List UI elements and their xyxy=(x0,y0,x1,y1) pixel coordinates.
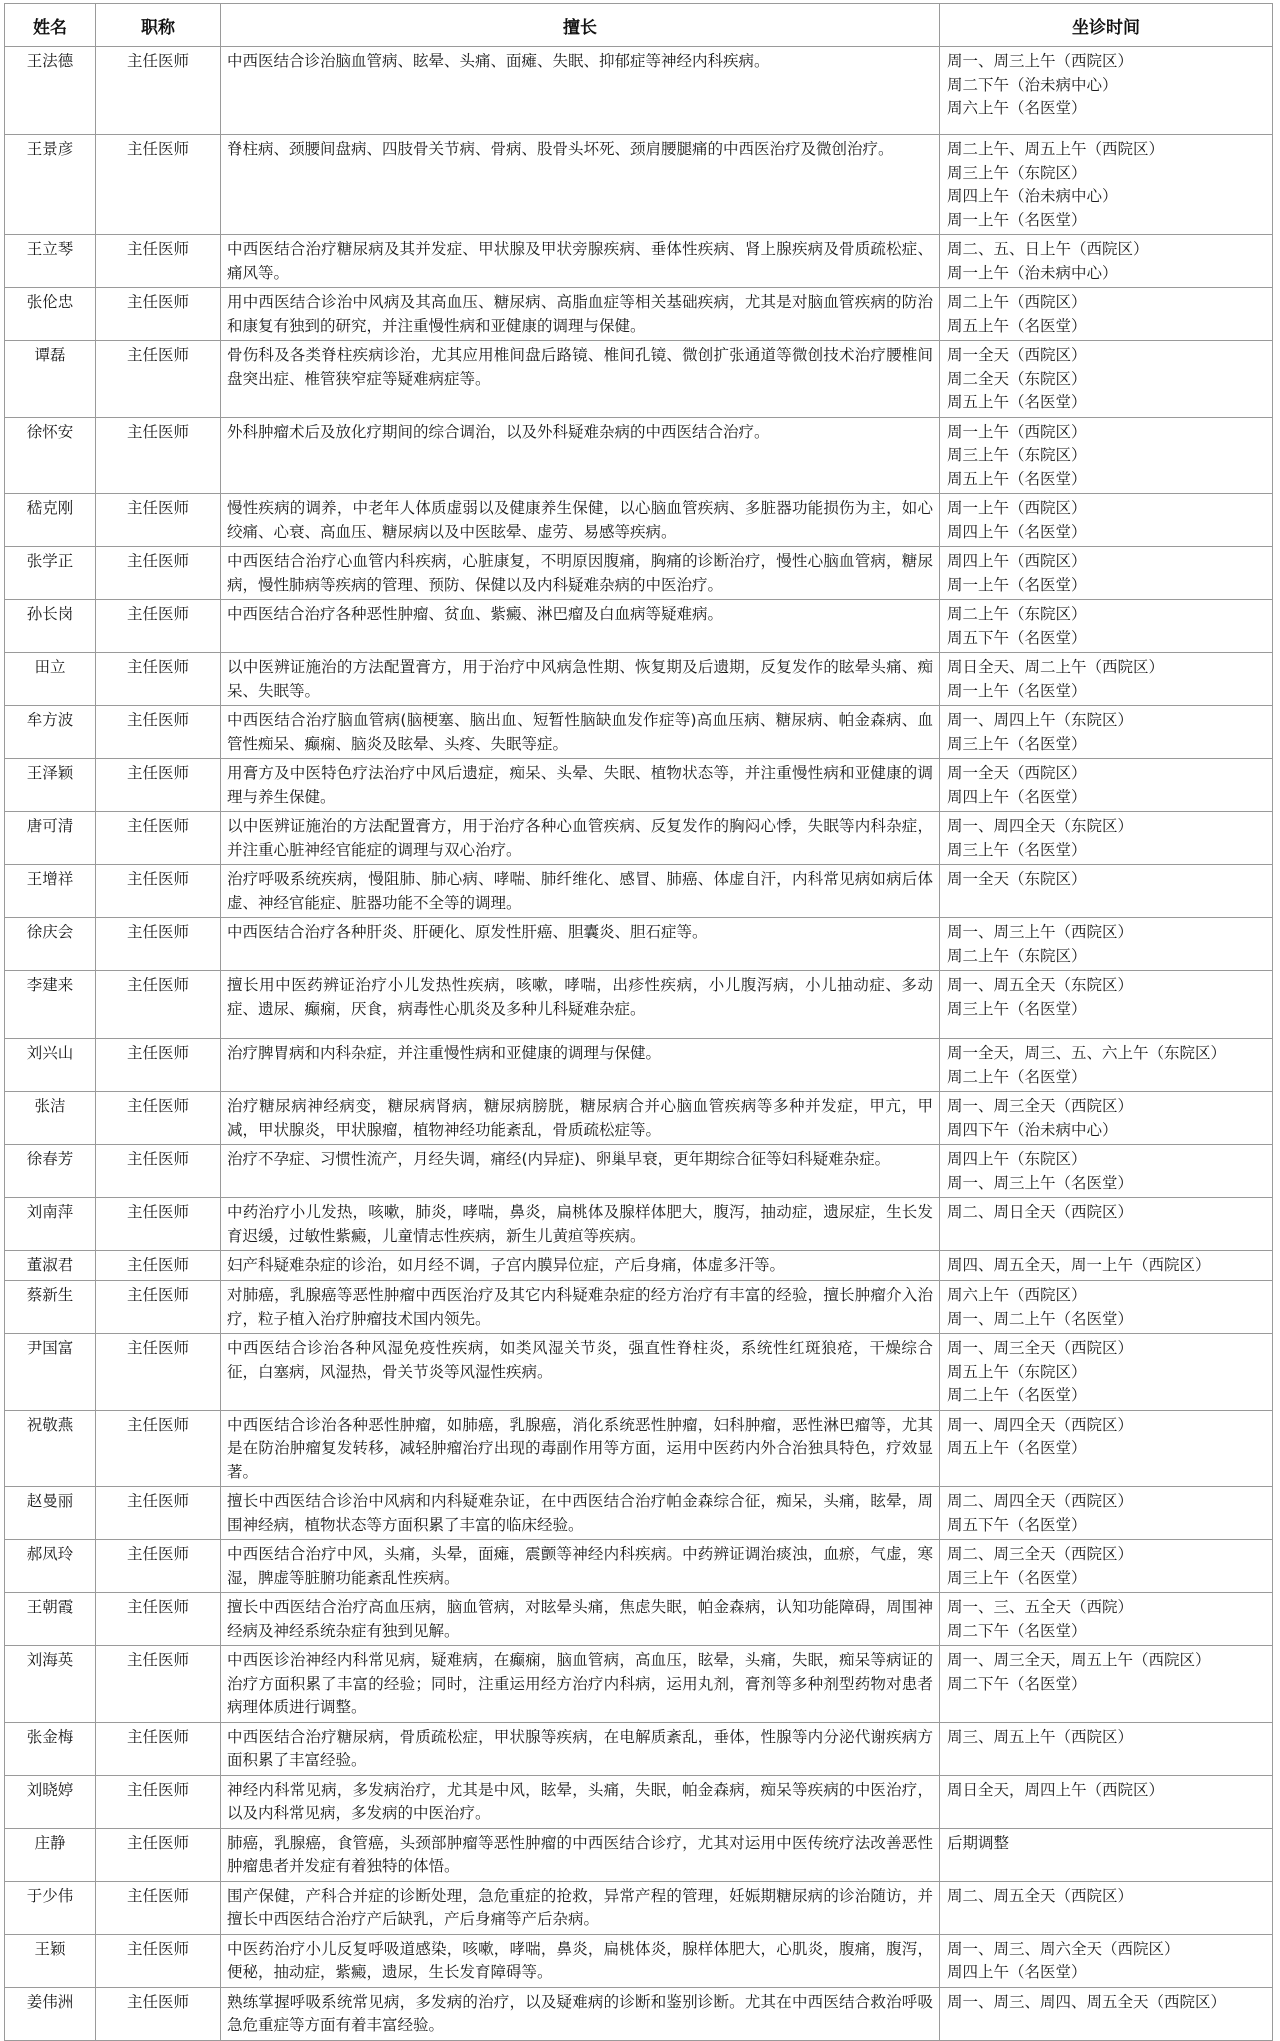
doctor-specialty: 中西医诊治神经内科常见病，疑难病，在癫痫，脑血管病，高血压，眩晕，头痛，失眠，痴呆等病证的治疗方面积累了丰富的经验；同时，注重运用经方治疗内科病，运用丸剂，膏剂等多种剂型药物对患者病理体质进行调整。 xyxy=(221,1646,940,1723)
schedule-line: 周四上午（名医堂） xyxy=(947,1963,1087,1981)
doctor-title: 主任医师 xyxy=(96,547,221,600)
schedule-line: 周五上午（名医堂） xyxy=(947,316,1087,335)
header-schedule: 坐诊时间 xyxy=(940,4,1273,47)
doctor-specialty: 外科肿瘤术后及放化疗期间的综合调治，以及外科疑难杂病的中西医结合治疗。 xyxy=(221,417,940,494)
schedule-line: 周一上午（名医堂） xyxy=(947,575,1087,594)
schedule-line: 周一、周四全天（东院区） xyxy=(947,817,1134,835)
table-row xyxy=(5,1540,1273,1593)
doctor-title: 主任医师 xyxy=(96,1987,221,2040)
doctor-schedule xyxy=(940,494,1273,547)
doctor-schedule xyxy=(940,47,1273,135)
schedule-line: 周一全天（西院区） xyxy=(947,346,1087,364)
table-row xyxy=(5,1987,1273,2040)
doctor-schedule xyxy=(940,1593,1273,1646)
doctor-title: 主任医师 xyxy=(96,1410,221,1487)
doctor-schedule xyxy=(940,706,1273,759)
doctor-specialty: 中西医结合诊治脑血管病、眩晕、头痛、面瘫、失眠、抑郁症等神经内科疾病。 xyxy=(221,47,940,135)
schedule-line: 周日全天、周二上午（西院区） xyxy=(947,658,1165,676)
table-row xyxy=(5,971,1273,1039)
doctor-title: 主任医师 xyxy=(96,706,221,759)
doctor-title: 主任医师 xyxy=(96,1828,221,1881)
doctor-schedule xyxy=(940,1722,1273,1775)
schedule-line: 周日全天，周四上午（西院区） xyxy=(947,1780,1165,1799)
table-row xyxy=(5,1334,1273,1411)
doctor-title: 主任医师 xyxy=(96,971,221,1039)
doctor-title: 主任医师 xyxy=(96,1775,221,1828)
doctor-name: 徐怀安 xyxy=(5,417,96,494)
doctor-name: 祝敬燕 xyxy=(5,1410,96,1487)
doctor-specialty: 骨伤科及各类脊柱疾病诊治，尤其应用椎间盘后路镜、椎间孔镜、微创扩张通道等微创技术治疗腰椎间盘突出症、椎管狭窄症等疑难病症等。 xyxy=(221,341,940,418)
doctor-schedule xyxy=(940,288,1273,341)
doctor-schedule xyxy=(940,918,1273,971)
doctor-specialty: 用中西医结合诊治中风病及其高血压、糖尿病、高脂血症等相关基础疾病，尤其是对脑血管疾病的防治和康复有独到的研究，并注重慢性病和亚健康的调理与保健。 xyxy=(221,288,940,341)
schedule-line: 周一、周三全天（西院区） xyxy=(947,1339,1134,1357)
doctor-name: 孙长岗 xyxy=(5,600,96,653)
schedule-line: 周二上午（西院区） xyxy=(947,293,1087,311)
doctor-name: 唐可清 xyxy=(5,812,96,865)
doctor-schedule xyxy=(940,1039,1273,1092)
table-row xyxy=(5,1281,1273,1334)
schedule-line: 周一全天，周三、五、六上午（东院区） xyxy=(947,1044,1227,1062)
doctor-specialty: 中西医结合治疗各种恶性肿瘤、贫血、紫癜、淋巴瘤及白血病等疑难病。 xyxy=(221,600,940,653)
doctor-name: 王朝霞 xyxy=(5,1593,96,1646)
schedule-line: 周六上午（名医堂） xyxy=(947,99,1087,117)
schedule-line: 周五上午（名医堂） xyxy=(947,469,1087,488)
doctor-name: 张金梅 xyxy=(5,1722,96,1775)
doctor-schedule xyxy=(940,865,1273,918)
doctor-specialty: 以中医辨证施治的方法配置膏方，用于治疗中风病急性期、恢复期及后遗期，反复发作的眩晕头痛、痴呆、失眠等。 xyxy=(221,653,940,706)
doctor-schedule xyxy=(940,1987,1273,2040)
doctor-name: 庄静 xyxy=(5,1828,96,1881)
doctor-title: 主任医师 xyxy=(96,1593,221,1646)
doctor-title: 主任医师 xyxy=(96,1540,221,1593)
schedule-line: 周一上午（名医堂） xyxy=(947,210,1087,229)
schedule-line: 周四、周五全天，周一上午（西院区） xyxy=(947,1256,1211,1274)
schedule-line: 周一上午（西院区） xyxy=(947,422,1087,441)
schedule-line: 周二上午（东院区） xyxy=(947,605,1087,623)
doctor-title: 主任医师 xyxy=(96,812,221,865)
doctor-specialty: 以中医辨证施治的方法配置膏方，用于治疗各种心血管疾病、反复发作的胸闷心悸，失眠等内科杂症，并注重心脏神经官能症的调理与双心治疗。 xyxy=(221,812,940,865)
doctor-specialty: 中西医结合治疗脑血管病(脑梗塞、脑出血、短暂性脑缺血发作症等)高血压病、糖尿病、帕金森病、血管性痴呆、癫痫、脑炎及眩晕、头疼、失眠等症。 xyxy=(221,706,940,759)
doctor-schedule xyxy=(940,1487,1273,1540)
schedule-line: 周二、周三全天（西院区） xyxy=(947,1545,1134,1563)
schedule-line: 周四上午（东院区） xyxy=(947,1150,1087,1168)
doctor-name: 张洁 xyxy=(5,1092,96,1145)
doctor-name: 王景彦 xyxy=(5,135,96,235)
doctor-schedule xyxy=(940,1251,1273,1281)
doctor-specialty: 擅长中西医结合诊治中风病和内科疑难杂证，在中西医结合治疗帕金森综合征，痴呆，头痛，眩晕，周围神经病，植物状态等方面积累了丰富的临床经验。 xyxy=(221,1487,940,1540)
schedule-line: 周三上午（名医堂） xyxy=(947,734,1087,753)
schedule-line: 周三上午（东院区） xyxy=(947,446,1087,464)
table-row xyxy=(5,1646,1273,1723)
table-row xyxy=(5,494,1273,547)
doctor-schedule xyxy=(940,135,1273,235)
table-row xyxy=(5,1145,1273,1198)
doctor-specialty: 中医药治疗小儿反复呼吸道感染，咳嗽，哮喘，鼻炎，扁桃体炎，腺样体肥大，心肌炎，腹痛，腹泻，便秘，抽动症，紫癜，遗尿，生长发育障碍等。 xyxy=(221,1934,940,1987)
schedule-line: 周二、周日全天（西院区） xyxy=(947,1203,1134,1221)
doctor-name: 赵曼丽 xyxy=(5,1487,96,1540)
table-row xyxy=(5,1881,1273,1934)
doctor-schedule xyxy=(940,812,1273,865)
schedule-line: 周四上午（治未病中心） xyxy=(947,187,1118,205)
schedule-line: 周一、周三上午（西院区） xyxy=(947,52,1134,70)
schedule-line: 周二、五、日上午（西院区） xyxy=(947,240,1149,258)
doctor-schedule xyxy=(940,1828,1273,1881)
schedule-line: 周三、周五上午（西院区） xyxy=(947,1727,1134,1746)
doctor-name: 于少伟 xyxy=(5,1881,96,1934)
doctor-name: 王立琴 xyxy=(5,235,96,288)
table-row xyxy=(5,235,1273,288)
doctor-schedule xyxy=(940,1934,1273,1987)
doctor-title: 主任医师 xyxy=(96,1039,221,1092)
doctor-name: 李建来 xyxy=(5,971,96,1039)
doctor-title: 主任医师 xyxy=(96,417,221,494)
table-row xyxy=(5,135,1273,235)
doctor-title: 主任医师 xyxy=(96,341,221,418)
doctor-specialty: 神经内科常见病，多发病治疗，尤其是中风，眩晕，头痛，失眠，帕金森病，痴呆等疾病的中医治疗，以及内科常见病，多发病的中医治疗。 xyxy=(221,1775,940,1828)
doctor-specialty: 妇产科疑难杂症的诊治，如月经不调，子宫内膜异位症，产后身痛，体虚多汗等。 xyxy=(221,1251,940,1281)
doctor-schedule xyxy=(940,547,1273,600)
doctor-schedule xyxy=(940,1281,1273,1334)
doctor-specialty: 用膏方及中医特色疗法治疗中风后遗症，痴呆、头晕、失眠、植物状态等，并注重慢性病和亚健康的调理与养生保健。 xyxy=(221,759,940,812)
doctor-schedule xyxy=(940,1092,1273,1145)
doctor-schedule xyxy=(940,600,1273,653)
header-name: 姓名 xyxy=(5,4,96,47)
doctor-title: 主任医师 xyxy=(96,47,221,135)
doctor-specialty: 治疗糖尿病神经病变，糖尿病肾病，糖尿病膀胱，糖尿病合并心脑血管疾病等多种并发症，甲亢，甲减，甲状腺炎，甲状腺瘤，植物神经功能紊乱，骨质疏松症等。 xyxy=(221,1092,940,1145)
schedule-line: 周一、三、五全天（西院） xyxy=(947,1598,1134,1616)
doctor-name: 王泽颖 xyxy=(5,759,96,812)
doctor-name: 刘兴山 xyxy=(5,1039,96,1092)
header-specialty: 擅长 xyxy=(221,4,940,47)
table-row xyxy=(5,1039,1273,1092)
doctor-title: 主任医师 xyxy=(96,1646,221,1723)
doctor-table xyxy=(4,3,1273,2041)
doctor-name: 刘晓婷 xyxy=(5,1775,96,1828)
doctor-schedule xyxy=(940,1775,1273,1828)
schedule-line: 周一、周四上午（东院区） xyxy=(947,711,1134,729)
doctor-specialty: 肺癌，乳腺癌，食管癌，头颈部肿瘤等恶性肿瘤的中西医结合诊疗，尤其对运用中医传统疗法改善恶性肿瘤患者并发症有着独特的体悟。 xyxy=(221,1828,940,1881)
doctor-title: 主任医师 xyxy=(96,1487,221,1540)
doctor-name: 尹国富 xyxy=(5,1334,96,1411)
doctor-specialty: 对肺癌，乳腺癌等恶性肿瘤中西医治疗及其它内科疑难杂症的经方治疗有丰富的经验，擅长肿瘤介入治疗，粒子植入治疗肿瘤技术国内领先。 xyxy=(221,1281,940,1334)
schedule-line: 周二下午（名医堂） xyxy=(947,1621,1087,1640)
doctor-schedule xyxy=(940,1881,1273,1934)
doctor-specialty: 治疗脾胃病和内科杂症，并注重慢性病和亚健康的调理与保健。 xyxy=(221,1039,940,1092)
doctor-specialty: 擅长中西医结合治疗高血压病，脑血管病，对眩晕头痛，焦虑失眠，帕金森病，认知功能障碍，周围神经病及神经系统杂症有独到见解。 xyxy=(221,1593,940,1646)
schedule-line: 后期调整 xyxy=(947,1833,1010,1852)
doctor-schedule xyxy=(940,235,1273,288)
schedule-line: 周二上午（名医堂） xyxy=(947,1386,1087,1404)
table-row xyxy=(5,1934,1273,1987)
doctor-schedule-sheet xyxy=(4,3,1272,2041)
schedule-line: 周一、周三、周四、周五全天（西院区） xyxy=(947,1992,1227,2011)
doctor-name: 田立 xyxy=(5,653,96,706)
schedule-line: 周一全天（西院区） xyxy=(947,764,1087,782)
doctor-specialty: 治疗呼吸系统疾病，慢阻肺、肺心病、哮喘、肺纤维化、感冒、肺癌、体虚自汗，内科常见病如病后体虚、神经官能症、脏器功能不全等的调理。 xyxy=(221,865,940,918)
doctor-schedule xyxy=(940,1410,1273,1487)
doctor-title: 主任医师 xyxy=(96,759,221,812)
table-row xyxy=(5,865,1273,918)
doctor-title: 主任医师 xyxy=(96,1881,221,1934)
schedule-line: 周五上午（名医堂） xyxy=(947,393,1087,411)
doctor-schedule xyxy=(940,417,1273,494)
header-title: 职称 xyxy=(96,4,221,47)
schedule-line: 周二、周五全天（西院区） xyxy=(947,1886,1134,1905)
table-row xyxy=(5,1593,1273,1646)
schedule-line: 周三上午（名医堂） xyxy=(947,840,1087,859)
schedule-line: 周一、周五全天（东院区） xyxy=(947,976,1134,994)
table-row xyxy=(5,288,1273,341)
table-row xyxy=(5,1828,1273,1881)
doctor-name: 张学正 xyxy=(5,547,96,600)
doctor-name: 嵇克刚 xyxy=(5,494,96,547)
table-row xyxy=(5,1410,1273,1487)
doctor-name: 董淑君 xyxy=(5,1251,96,1281)
table-row xyxy=(5,1722,1273,1775)
doctor-specialty: 中西医结合治疗各种肝炎、肝硬化、原发性肝癌、胆囊炎、胆石症等。 xyxy=(221,918,940,971)
doctor-title: 主任医师 xyxy=(96,1145,221,1198)
doctor-title: 主任医师 xyxy=(96,135,221,235)
doctor-specialty: 中药治疗小儿发热，咳嗽，肺炎，哮喘，鼻炎，扁桃体及腺样体肥大，腹泻，抽动症，遗尿症，生长发育迟缓，过敏性紫癜，儿童情志性疾病，新生儿黄疸等疾病。 xyxy=(221,1198,940,1251)
table-row xyxy=(5,812,1273,865)
doctor-specialty: 擅长用中医药辨证治疗小儿发热性疾病，咳嗽，哮喘，出疹性疾病，小儿腹泻病，小儿抽动症、多动症、遗尿、癫痫，厌食，病毒性心肌炎及多种儿科疑难杂症。 xyxy=(221,971,940,1039)
schedule-line: 周一上午（西院区） xyxy=(947,499,1087,517)
doctor-specialty: 中西医结合诊治各种风湿免疫性疾病，如类风湿关节炎，强直性脊柱炎，系统性红斑狼疮，干燥综合征，白塞病，风湿热，骨关节炎等风湿性疾病。 xyxy=(221,1334,940,1411)
doctor-specialty: 围产保健，产科合并症的诊断处理，急危重症的抢救，异常产程的管理，妊娠期糖尿病的诊治随访，并擅长中西医结合治疗产后缺乳，产后身痛等产后杂病。 xyxy=(221,1881,940,1934)
table-row xyxy=(5,759,1273,812)
schedule-line: 周二下午（治未病中心） xyxy=(947,75,1118,94)
schedule-line: 周二上午（东院区） xyxy=(947,946,1087,965)
table-row xyxy=(5,1251,1273,1281)
doctor-title: 主任医师 xyxy=(96,1198,221,1251)
doctor-name: 牟方波 xyxy=(5,706,96,759)
doctor-specialty: 脊柱病、颈腰间盘病、四肢骨关节病、骨病、股骨头坏死、颈肩腰腿痛的中西医治疗及微创治疗。 xyxy=(221,135,940,235)
table-row xyxy=(5,706,1273,759)
doctor-specialty: 熟练掌握呼吸系统常见病，多发病的治疗，以及疑难病的诊断和鉴别诊断。尤其在中西医结合救治呼吸急危重症等方面有着丰富经验。 xyxy=(221,1987,940,2040)
table-row xyxy=(5,1775,1273,1828)
schedule-line: 周一上午（名医堂） xyxy=(947,681,1087,700)
schedule-line: 周四上午（西院区） xyxy=(947,552,1087,570)
doctor-schedule xyxy=(940,1198,1273,1251)
doctor-name: 刘南萍 xyxy=(5,1198,96,1251)
schedule-line: 周五下午（名医堂） xyxy=(947,1515,1087,1534)
schedule-line: 周三上午（东院区） xyxy=(947,163,1087,182)
doctor-schedule xyxy=(940,341,1273,418)
doctor-name: 徐庆会 xyxy=(5,918,96,971)
doctor-specialty: 中西医结合治疗糖尿病，骨质疏松症，甲状腺等疾病，在电解质紊乱，垂体，性腺等内分泌代谢疾病方面积累了丰富经验。 xyxy=(221,1722,940,1775)
doctor-schedule xyxy=(940,1145,1273,1198)
doctor-name: 张伦忠 xyxy=(5,288,96,341)
doctor-specialty: 慢性疾病的调养，中老年人体质虚弱以及健康养生保健，以心脑血管疾病、多脏器功能损伤为主，如心绞痛、心衰、高血压、糖尿病以及中医眩晕、虚劳、易感等疾病。 xyxy=(221,494,940,547)
schedule-line: 周一、周三全天，周五上午（西院区） xyxy=(947,1651,1211,1669)
schedule-line: 周一、周三上午（名医堂） xyxy=(947,1173,1134,1192)
doctor-name: 王颖 xyxy=(5,1934,96,1987)
doctor-schedule xyxy=(940,1540,1273,1593)
table-row xyxy=(5,47,1273,135)
doctor-specialty: 中西医结合诊治各种恶性肿瘤，如肺癌，乳腺癌，消化系统恶性肿瘤，妇科肿瘤，恶性淋巴瘤等，尤其是在防治肿瘤复发转移，减轻肿瘤治疗出现的毒副作用等方面，运用中医药内外合治独具特色，疗效显著。 xyxy=(221,1410,940,1487)
table-row xyxy=(5,547,1273,600)
doctor-table-body xyxy=(5,47,1273,2041)
table-row xyxy=(5,600,1273,653)
schedule-line: 周一全天（东院区） xyxy=(947,870,1087,888)
doctor-title: 主任医师 xyxy=(96,918,221,971)
doctor-schedule xyxy=(940,971,1273,1039)
doctor-specialty: 中西医结合治疗心血管内科疾病，心脏康复，不明原因腹痛，胸痛的诊断治疗，慢性心脑血管病，糖尿病，慢性肺病等疾病的管理、预防、保健以及内科疑难杂病的中医治疗。 xyxy=(221,547,940,600)
schedule-line: 周一、周三、周六全天（西院区） xyxy=(947,1939,1180,1958)
schedule-line: 周四上午（名医堂） xyxy=(947,787,1087,806)
schedule-line: 周二上午、周五上午（西院区） xyxy=(947,140,1165,158)
doctor-title: 主任医师 xyxy=(96,494,221,547)
schedule-line: 周五上午（东院区） xyxy=(947,1362,1087,1381)
table-row xyxy=(5,341,1273,418)
doctor-title: 主任医师 xyxy=(96,653,221,706)
schedule-line: 周三上午（名医堂） xyxy=(947,1568,1087,1587)
doctor-schedule xyxy=(940,1646,1273,1723)
doctor-title: 主任医师 xyxy=(96,865,221,918)
doctor-title: 主任医师 xyxy=(96,288,221,341)
table-row xyxy=(5,653,1273,706)
schedule-line: 周六上午（西院区） xyxy=(947,1286,1087,1304)
header-row xyxy=(5,4,1273,47)
doctor-title: 主任医师 xyxy=(96,1281,221,1334)
schedule-line: 周一、周三上午（西院区） xyxy=(947,923,1134,941)
doctor-title: 主任医师 xyxy=(96,1722,221,1775)
schedule-line: 周三上午（名医堂） xyxy=(947,999,1087,1018)
doctor-title: 主任医师 xyxy=(96,235,221,288)
schedule-line: 周二、周四全天（西院区） xyxy=(947,1492,1134,1510)
schedule-line: 周一上午（治未病中心） xyxy=(947,263,1118,282)
table-row xyxy=(5,1092,1273,1145)
doctor-specialty: 治疗不孕症、习惯性流产，月经失调，痛经(内异症)、卵巢早衰，更年期综合征等妇科疑难杂症。 xyxy=(221,1145,940,1198)
table-row xyxy=(5,918,1273,971)
doctor-schedule xyxy=(940,653,1273,706)
schedule-line: 周二下午（名医堂） xyxy=(947,1674,1087,1693)
table-row xyxy=(5,1487,1273,1540)
schedule-line: 周二上午（名医堂） xyxy=(947,1067,1087,1086)
schedule-line: 周五上午（名医堂） xyxy=(947,1439,1087,1457)
doctor-name: 王增祥 xyxy=(5,865,96,918)
doctor-name: 郝凤玲 xyxy=(5,1540,96,1593)
schedule-line: 周五下午（名医堂） xyxy=(947,628,1087,647)
doctor-title: 主任医师 xyxy=(96,1092,221,1145)
doctor-name: 王法德 xyxy=(5,47,96,135)
schedule-line: 周一、周四全天（西院区） xyxy=(947,1415,1134,1434)
table-row xyxy=(5,1198,1273,1251)
doctor-title: 主任医师 xyxy=(96,1934,221,1987)
doctor-name: 刘海英 xyxy=(5,1646,96,1723)
schedule-line: 周一、周三全天（西院区） xyxy=(947,1097,1134,1115)
doctor-name: 谭磊 xyxy=(5,341,96,418)
schedule-line: 周四下午（治未病中心） xyxy=(947,1120,1118,1139)
doctor-name: 徐春芳 xyxy=(5,1145,96,1198)
doctor-schedule xyxy=(940,1334,1273,1411)
table-row xyxy=(5,417,1273,494)
schedule-line: 周四上午（名医堂） xyxy=(947,522,1087,541)
doctor-specialty: 中西医结合治疗中风，头痛，头晕，面瘫，震颤等神经内科疾病。中药辨证调治痰浊，血瘀，气虚，寒湿，脾虚等脏腑功能紊乱性疾病。 xyxy=(221,1540,940,1593)
doctor-title: 主任医师 xyxy=(96,600,221,653)
schedule-line: 周一、周二上午（名医堂） xyxy=(947,1309,1134,1328)
doctor-name: 姜伟洲 xyxy=(5,1987,96,2040)
doctor-title: 主任医师 xyxy=(96,1334,221,1411)
schedule-line: 周二全天（东院区） xyxy=(947,369,1087,388)
doctor-specialty: 中西医结合治疗糖尿病及其并发症、甲状腺及甲状旁腺疾病、垂体性疾病、肾上腺疾病及骨质疏松症、痛风等。 xyxy=(221,235,940,288)
doctor-name: 蔡新生 xyxy=(5,1281,96,1334)
doctor-title: 主任医师 xyxy=(96,1251,221,1281)
doctor-schedule xyxy=(940,759,1273,812)
